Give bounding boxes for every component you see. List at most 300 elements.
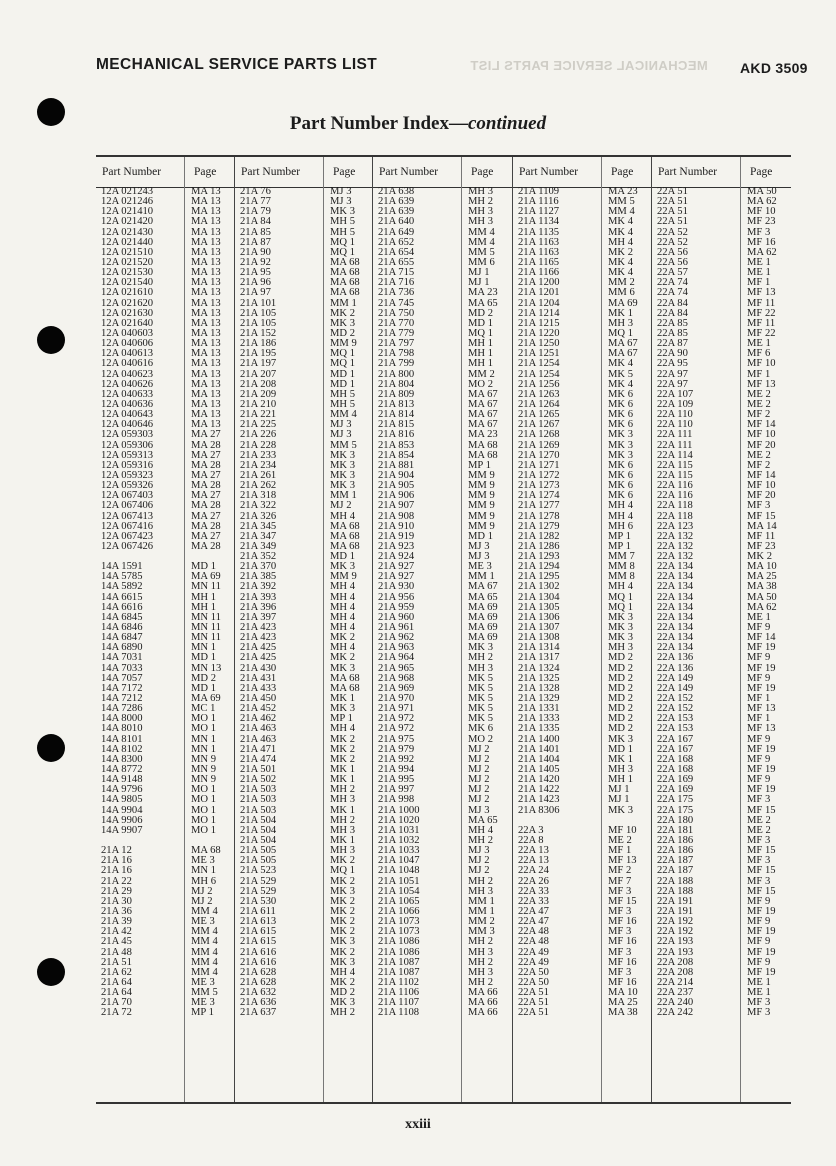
part-number-cell: 21A 994: [378, 764, 415, 776]
page-cell: MF 16: [608, 956, 637, 968]
part-number-cell: 22A 109: [657, 398, 694, 410]
page-cell: MA 13: [191, 236, 221, 248]
page-cell: MH 4: [330, 611, 356, 623]
page-cell: MF 16: [608, 976, 637, 988]
part-number-cell: 21A 1293: [518, 551, 560, 563]
part-number-cell: 21A 463: [240, 733, 277, 745]
page-cell: MF 3: [608, 885, 632, 897]
page-cell: MK 3: [330, 459, 356, 471]
page-cell: MD 2: [330, 987, 356, 999]
part-number-cell: 21A 1286: [518, 540, 560, 552]
part-number-cell: 21A 208: [240, 378, 277, 390]
part-number-cell: 21A 425: [240, 642, 277, 654]
page-number: xxiii: [405, 1117, 431, 1132]
page-cell: MM 6: [468, 256, 495, 268]
column-divider: [740, 157, 741, 1102]
page-cell: MJ 2: [468, 753, 490, 765]
page-cell: MF 19: [747, 946, 776, 958]
page-cell: MM 8: [608, 561, 635, 573]
page-cell: MA 13: [191, 246, 221, 258]
part-number-cell: 22A 152: [657, 693, 694, 705]
page-cell: MM 4: [191, 936, 218, 948]
part-number-cell: 21A 97: [240, 287, 271, 299]
page-cell: MA 27: [191, 530, 221, 542]
part-number-cell: 21A 640: [378, 216, 415, 228]
page-cell: MH 4: [608, 510, 634, 522]
part-number-cell: 21A 529: [240, 875, 277, 887]
page-cell: MF 23: [747, 216, 776, 228]
page-cell: MJ 3: [468, 551, 490, 563]
page-cell: MK 2: [330, 733, 356, 745]
page-cell: MK 1: [330, 693, 356, 705]
part-number-cell: 22A 175: [657, 804, 694, 816]
part-number-cell: 22A 149: [657, 672, 694, 684]
part-number-cell: 21A 504: [240, 835, 277, 846]
page-cell: MK 3: [330, 469, 356, 481]
part-number-cell: 12A 021620: [101, 297, 154, 309]
page-cell: MH 4: [330, 622, 356, 634]
part-number-cell: 14A 9148: [101, 774, 143, 786]
part-number-cell: 21A 970: [378, 693, 415, 705]
page-cell: MH 3: [468, 966, 494, 978]
page-cell: MA 13: [191, 368, 221, 380]
part-number-cell: 22A 114: [657, 449, 693, 461]
part-number-cell: 12A 067423: [101, 530, 154, 542]
page-cell: MF 14: [747, 419, 776, 431]
page-cell: MM 4: [191, 905, 218, 917]
page-cell: MF 14: [747, 469, 776, 481]
part-number-cell: 21A 1404: [518, 753, 560, 765]
page-cell: MD 2: [608, 672, 634, 684]
page-cell: MD 2: [468, 307, 494, 319]
part-number-cell: 21A 16: [101, 855, 132, 867]
page-cell: MH 2: [468, 875, 494, 887]
part-number-cell: 22A 56: [657, 256, 688, 268]
page-cell: MA 13: [191, 378, 221, 390]
part-number-cell: 22A 191: [657, 905, 694, 917]
part-number-cell: 21A 1051: [378, 875, 420, 887]
page-cell: MF 9: [747, 936, 771, 948]
page-cell: MK 6: [608, 469, 634, 481]
page-cell: MA 69: [468, 601, 498, 613]
part-number-cell: 21A 64: [101, 976, 132, 988]
part-number-cell: 22A 132: [657, 530, 694, 542]
part-number-cell: 21A 105: [240, 317, 277, 329]
part-number-cell: 21A 1073: [378, 926, 420, 938]
part-number-cell: 14A 1591: [101, 561, 143, 573]
part-number-cell: 21A 1269: [518, 439, 560, 451]
page-cell: MF 13: [747, 723, 776, 735]
page-cell: MM 5: [608, 196, 635, 208]
page-cell: MA 66: [468, 1007, 498, 1019]
page-cell: MH 6: [191, 875, 217, 887]
part-number-cell: 21A 965: [378, 662, 415, 674]
document-header-title: MECHANICAL SERVICE PARTS LIST: [96, 56, 378, 73]
page-cell: MJ 2: [191, 885, 213, 897]
page-cell: MM 9: [468, 490, 495, 502]
part-number-cell: 21A 972: [378, 723, 415, 735]
part-number-cell: 21A 1135: [518, 226, 560, 238]
part-number-cell: 21A 632: [240, 987, 277, 999]
part-number-cell: 22A 192: [657, 926, 694, 938]
page-cell: MK 6: [608, 480, 634, 492]
part-number-cell: 21A 352: [240, 551, 277, 563]
page-cell: MA 13: [191, 409, 221, 421]
page-cell: MP 1: [608, 540, 631, 552]
page-cell: MK 2: [330, 743, 356, 755]
page-cell: MF 19: [747, 966, 776, 978]
page-cell: MA 66: [468, 987, 498, 999]
part-number-cell: 21A 1204: [518, 297, 560, 309]
part-number-cell: 22A 169: [657, 784, 694, 796]
page-cell: MA 38: [608, 1007, 638, 1019]
page-cell: MH 4: [330, 723, 356, 735]
page-cell: MM 4: [191, 966, 218, 978]
part-number-cell: 21A 1295: [518, 571, 560, 583]
part-number-cell: 22A 49: [518, 956, 549, 968]
page-cell: MA 13: [191, 196, 221, 208]
page-cell: MN 11: [191, 611, 221, 623]
page-cell: MO 2: [468, 378, 494, 390]
part-number-cell: 12A 059303: [101, 429, 154, 441]
column-divider: [323, 157, 324, 1102]
part-number-cell: 21A 64: [101, 987, 132, 999]
part-number-cell: 21A 1305: [518, 601, 560, 613]
part-number-cell: 21A 649: [378, 226, 415, 238]
part-number-cell: 21A 927: [378, 561, 415, 573]
part-number-cell: 14A 6847: [101, 632, 143, 644]
page-cell: MF 9: [747, 895, 771, 907]
part-number-cell: 21A 1271: [518, 459, 560, 471]
page-cell: MF 15: [747, 804, 776, 816]
part-number-cell: 21A 12: [101, 845, 132, 857]
part-number-cell: 22A 191: [657, 895, 694, 907]
page-cell: MH 3: [608, 317, 634, 329]
part-number-cell: 21A 397: [240, 611, 277, 623]
page-cell: MJ 2: [468, 794, 490, 806]
part-number-cell: 21A 503: [240, 794, 277, 806]
page-cell: MM 9: [468, 480, 495, 492]
part-number-cell: 21A 51: [101, 956, 132, 968]
page-cell: MA 23: [608, 186, 638, 197]
part-number-cell: 21A 638: [378, 186, 415, 197]
part-number-cell: 21A 29: [101, 885, 132, 897]
part-number-cell: 14A 7212: [101, 693, 143, 705]
page-cell: MA 50: [747, 186, 777, 197]
page-title: [0, 113, 836, 135]
part-number-cell: 21A 1256: [518, 378, 560, 390]
column-group-divider: [372, 157, 373, 1102]
part-number-cell: 12A 021530: [101, 267, 154, 279]
part-number-cell: 21A 797: [378, 338, 415, 350]
part-number-cell: 21A 615: [240, 926, 277, 938]
page-cell: MK 6: [608, 388, 634, 400]
document-code: AKD 3509: [740, 60, 808, 76]
part-number-cell: 12A 021246: [101, 196, 154, 208]
part-number-cell: 21A 960: [378, 611, 415, 623]
part-number-cell: 14A 7286: [101, 703, 143, 715]
part-number-cell: 21A 225: [240, 419, 277, 431]
part-number-cell: 21A 503: [240, 784, 277, 796]
page-cell: MF 3: [608, 926, 632, 938]
part-number-cell: 21A 45: [101, 936, 132, 948]
part-number-cell: 21A 804: [378, 378, 415, 390]
page-cell: MH 2: [330, 1007, 356, 1019]
part-number-cell: 21A 975: [378, 733, 415, 745]
page-cell: MA 67: [468, 388, 498, 400]
page-cell: MA 66: [468, 997, 498, 1009]
page-cell: MJ 3: [468, 845, 490, 857]
part-number-cell: 12A 021640: [101, 317, 154, 329]
page-cell: MF 9: [747, 753, 771, 765]
part-number-cell: 22A 74: [657, 287, 688, 299]
part-number-cell: 22A 153: [657, 723, 694, 735]
page-cell: ME 2: [747, 398, 771, 410]
page-cell: MF 15: [747, 885, 776, 897]
page-cell: MF 3: [747, 855, 771, 867]
part-number-cell: 21A 1066: [378, 905, 420, 917]
part-number-cell: 21A 799: [378, 358, 415, 370]
page-cell: MF 10: [747, 429, 776, 441]
part-number-cell: 22A 118: [657, 500, 693, 512]
part-number-cell: 22A 192: [657, 916, 694, 928]
part-number-cell: 21A 907: [378, 500, 415, 512]
page-cell: MF 22: [747, 307, 776, 319]
page-cell: MF 15: [747, 845, 776, 857]
part-number-cell: 21A 210: [240, 398, 277, 410]
page-cell: MA 13: [191, 327, 221, 339]
part-number-cell: 12A 059306: [101, 439, 154, 451]
part-number-cell: 21A 1215: [518, 317, 560, 329]
page-cell: MF 1: [747, 713, 771, 725]
part-number-cell: 21A 779: [378, 327, 415, 339]
page-cell: MK 3: [608, 622, 634, 634]
part-number-cell: 22A 208: [657, 966, 694, 978]
part-number-cell: 21A 628: [240, 976, 277, 988]
part-number-cell: 14A 8101: [101, 733, 143, 745]
page-cell: MA 67: [468, 419, 498, 431]
part-number-cell: 21A 972: [378, 713, 415, 725]
part-number-cell: 22A 110: [657, 409, 693, 421]
part-number-cell: 21A 322: [240, 500, 277, 512]
page-cell: MQ 1: [608, 327, 634, 339]
part-number-cell: 22A 149: [657, 682, 694, 694]
page-cell: MN 11: [191, 581, 221, 593]
page-cell: MK 2: [747, 551, 773, 563]
part-number-cell: 22A 50: [518, 966, 549, 978]
part-number-cell: 21A 881: [378, 459, 415, 471]
page-cell: MF 19: [747, 764, 776, 776]
page-cell: MF 16: [608, 936, 637, 948]
page-cell: MA 23: [468, 287, 498, 299]
part-number-cell: 21A 1047: [378, 855, 420, 867]
page-cell: MA 68: [468, 449, 498, 461]
part-number-cell: 22A 74: [657, 277, 688, 289]
page-cell: MF 19: [747, 662, 776, 674]
part-number-cell: 21A 745: [378, 297, 415, 309]
page-cell: MF 2: [747, 409, 771, 421]
part-number-cell: 22A 48: [518, 926, 549, 938]
page-cell: MF 9: [747, 774, 771, 786]
page-cell: MA 68: [330, 520, 360, 532]
part-number-cell: 22A 152: [657, 703, 694, 715]
page-cell: MF 3: [747, 1007, 771, 1019]
page-cell: MK 6: [608, 490, 634, 502]
page-cell: MJ 2: [191, 895, 213, 907]
part-number-cell: 12A 021630: [101, 307, 154, 319]
part-number-cell: 22A 97: [657, 368, 688, 380]
part-number-cell: 12A 040603: [101, 327, 154, 339]
part-number-cell: 12A 067413: [101, 510, 154, 522]
part-number-cell: 21A 1335: [518, 723, 560, 735]
part-number-cell: 22A 167: [657, 733, 694, 745]
page-cell: MN 9: [191, 774, 217, 786]
part-number-cell: 21A 101: [240, 297, 277, 309]
part-number-cell: 22A 24: [518, 865, 549, 877]
part-number-cell: 21A 30: [101, 895, 132, 907]
page-cell: MA 65: [468, 297, 498, 309]
part-number-cell: 21A 87: [240, 236, 271, 248]
page-cell: MN 1: [191, 642, 217, 654]
part-number-cell: 21A 1108: [378, 1007, 420, 1019]
page-cell: MF 3: [608, 905, 632, 917]
page-cell: MH 4: [330, 966, 356, 978]
page-cell: MK 4: [608, 216, 634, 228]
page-cell: MF 19: [747, 905, 776, 917]
part-number-cell: 21A 1048: [378, 865, 420, 877]
page-cell: MQ 1: [468, 327, 494, 339]
page-cell: MH 1: [468, 358, 494, 370]
page-cell: MJ 3: [330, 429, 352, 441]
part-number-cell: 21A 628: [240, 966, 277, 978]
part-number-cell: 22A 51: [518, 1007, 549, 1019]
page-cell: MK 2: [608, 246, 634, 258]
page-cell: MA 28: [191, 520, 221, 532]
page-cell: MD 1: [608, 743, 634, 755]
part-number-cell: 22A 48: [518, 936, 549, 948]
part-number-cell: 21A 1264: [518, 398, 560, 410]
part-number-cell: 14A 9907: [101, 824, 143, 836]
part-number-cell: 21A 961: [378, 622, 415, 634]
part-number-cell: 22A 56: [657, 246, 688, 258]
part-number-cell: 21A 326: [240, 510, 277, 522]
page-cell: MA 27: [191, 490, 221, 502]
page-cell: MM 9: [330, 338, 357, 350]
part-number-cell: 22A 57: [657, 267, 688, 279]
page-cell: MK 3: [608, 429, 634, 441]
part-number-cell: 22A 132: [657, 540, 694, 552]
page-cell: ME 1: [747, 267, 771, 279]
page-cell: MJ 1: [468, 277, 490, 289]
page-cell: MA 27: [191, 429, 221, 441]
part-number-cell: 21A 529: [240, 885, 277, 897]
page-cell: MH 4: [608, 500, 634, 512]
page-cell: MJ 3: [330, 186, 352, 197]
part-number-cell: 22A 169: [657, 774, 694, 786]
part-number-cell: 12A 040623: [101, 368, 154, 380]
page-cell: MA 13: [191, 398, 221, 410]
page-cell: MH 3: [468, 216, 494, 228]
part-number-cell: 21A 503: [240, 804, 277, 816]
page-cell: MF 10: [747, 358, 776, 370]
part-number-cell: 21A 318: [240, 490, 277, 502]
page-cell: MA 28: [191, 500, 221, 512]
page-cell: MH 6: [608, 520, 634, 532]
page-cell: MO 1: [191, 723, 217, 735]
page-cell: MA 13: [191, 267, 221, 279]
part-number-cell: 21A 105: [240, 307, 277, 319]
page-cell: MA 38: [747, 581, 777, 593]
part-number-cell: 21A 906: [378, 490, 415, 502]
page-cell: MF 19: [747, 784, 776, 796]
page-cell: MK 2: [330, 895, 356, 907]
page-cell: MA 62: [747, 196, 777, 208]
page-cell: MH 2: [468, 976, 494, 988]
page-cell: MO 1: [191, 794, 217, 806]
part-number-cell: 22A 208: [657, 956, 694, 968]
page-cell: MH 1: [191, 591, 217, 603]
page-cell: MM 4: [330, 409, 357, 421]
part-number-cell: 21A 186: [240, 338, 277, 350]
page-cell: MF 11: [747, 317, 776, 329]
page-cell: MF 10: [747, 206, 776, 218]
page-cell: MK 5: [468, 693, 494, 705]
page-cell: MK 3: [608, 804, 634, 816]
page-cell: ME 3: [191, 916, 215, 928]
part-number-cell: 14A 5892: [101, 581, 143, 593]
part-number-cell: 21A 1400: [518, 733, 560, 745]
part-number-cell: 21A 1000: [378, 804, 420, 816]
page-cell: MF 3: [747, 226, 771, 238]
part-number-cell: 21A 1054: [378, 885, 420, 897]
part-number-cell: 21A 616: [240, 946, 277, 958]
part-number-cell: 22A 116: [657, 480, 693, 492]
page-cell: MN 13: [191, 662, 222, 674]
page-cell: MK 2: [330, 905, 356, 917]
part-number-cell: 22A 47: [518, 916, 549, 928]
page-cell: MK 3: [330, 317, 356, 329]
part-number-cell: 21A 452: [240, 703, 277, 715]
part-number-cell: 12A 021410: [101, 206, 154, 218]
part-number-cell: 14A 7033: [101, 662, 143, 674]
page-cell: MA 67: [608, 348, 638, 360]
part-number-cell: 21A 36: [101, 905, 132, 917]
page-cell: MA 13: [191, 256, 221, 268]
page-cell: MH 1: [468, 348, 494, 360]
page-cell: ME 1: [747, 256, 771, 268]
part-number-cell: 22A 13: [518, 855, 549, 867]
part-number-cell: 12A 067416: [101, 520, 154, 532]
part-number-cell: 12A 021520: [101, 256, 154, 268]
page-cell: MH 1: [191, 601, 217, 613]
page-cell: MH 4: [608, 236, 634, 248]
part-number-cell: 21A 1166: [518, 267, 560, 279]
page-cell: MA 13: [191, 338, 221, 350]
column-divider: [184, 157, 185, 1102]
page-cell: MF 3: [747, 997, 771, 1009]
part-number-cell: 21A 652: [378, 236, 415, 248]
page-cell: MF 9: [747, 672, 771, 684]
page-cell: MM 5: [191, 987, 218, 999]
part-number-cell: 14A 9904: [101, 804, 143, 816]
part-number-cell: 21A 463: [240, 723, 277, 735]
part-number-cell: 21A 639: [378, 206, 415, 218]
page-title-continued: continued: [467, 113, 547, 134]
part-number-cell: 21A 1102: [378, 976, 420, 988]
page-cell: ME 3: [468, 561, 492, 573]
page-cell: MH 4: [330, 642, 356, 654]
part-number-cell: 21A 502: [240, 774, 277, 786]
